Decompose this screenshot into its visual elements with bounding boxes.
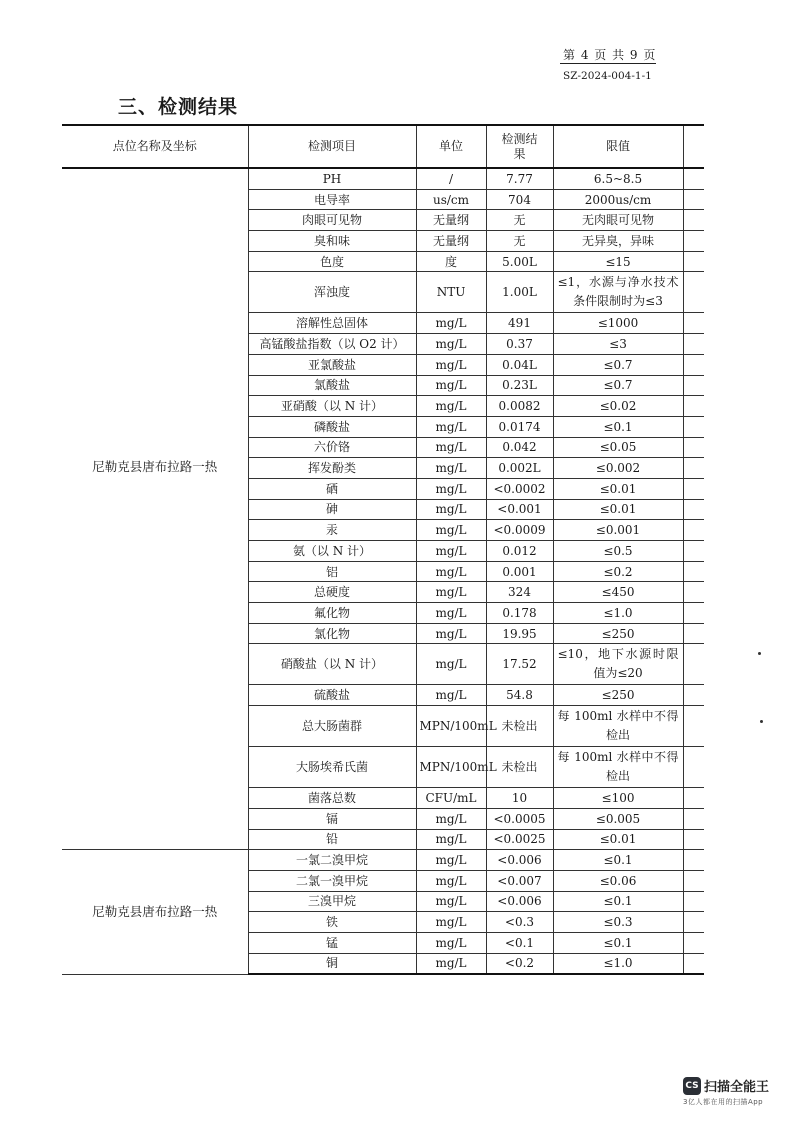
item-limit: 每 100ml 水样中不得检出 (553, 747, 683, 788)
item-name: 挥发酚类 (248, 458, 416, 479)
item-limit: ≤0.5 (553, 541, 683, 562)
item-unit: mg/L (416, 623, 486, 644)
item-result: <0.3 (486, 912, 553, 933)
item-result: 704 (486, 189, 553, 210)
extra-cell (683, 458, 704, 479)
item-limit: ≤0.7 (553, 375, 683, 396)
item-name: 氯酸盐 (248, 375, 416, 396)
item-result: 未检出 (486, 747, 553, 788)
scan-mark (760, 720, 763, 723)
col-header-extra (683, 125, 704, 168)
extra-cell (683, 251, 704, 272)
item-result: 0.0174 (486, 416, 553, 437)
item-name: 总硬度 (248, 582, 416, 603)
item-unit: mg/L (416, 416, 486, 437)
item-name: 铁 (248, 912, 416, 933)
extra-cell (683, 437, 704, 458)
item-name: 大肠埃希氏菌 (248, 747, 416, 788)
extra-cell (683, 685, 704, 706)
item-result: 0.042 (486, 437, 553, 458)
item-limit: ≤3 (553, 334, 683, 355)
item-unit: 无量纲 (416, 231, 486, 252)
item-result: 19.95 (486, 623, 553, 644)
item-result: 未检出 (486, 706, 553, 747)
item-result: 17.52 (486, 644, 553, 685)
item-unit: mg/L (416, 375, 486, 396)
item-unit: 无量纲 (416, 210, 486, 231)
item-result: 1.00L (486, 272, 553, 313)
item-result: 0.04L (486, 354, 553, 375)
extra-cell (683, 499, 704, 520)
table-row (62, 850, 704, 871)
item-limit: ≤0.7 (553, 354, 683, 375)
item-name: 菌落总数 (248, 788, 416, 809)
extra-cell (683, 788, 704, 809)
item-limit: ≤0.1 (553, 932, 683, 953)
item-limit: ≤250 (553, 623, 683, 644)
location-cell (62, 168, 248, 850)
item-result: <0.0009 (486, 520, 553, 541)
location-name: 尼勒克县唐布拉路一热 (92, 904, 218, 919)
item-unit: mg/L (416, 520, 486, 541)
extra-cell (683, 272, 704, 313)
item-result: <0.006 (486, 850, 553, 871)
item-limit: ≤1000 (553, 313, 683, 334)
item-unit: mg/L (416, 850, 486, 871)
item-unit: MPN/100mL (416, 706, 486, 747)
item-result: 10 (486, 788, 553, 809)
item-unit: mg/L (416, 561, 486, 582)
item-result: 54.8 (486, 685, 553, 706)
scan-mark (758, 652, 761, 655)
extra-cell (683, 850, 704, 871)
watermark-tagline: 3亿人都在用的扫描App (683, 1098, 764, 1106)
item-name: 总大肠菌群 (248, 706, 416, 747)
item-result: <0.2 (486, 953, 553, 974)
item-result: <0.001 (486, 499, 553, 520)
item-unit: MPN/100mL (416, 747, 486, 788)
item-name: 锰 (248, 932, 416, 953)
extra-cell (683, 375, 704, 396)
extra-cell (683, 932, 704, 953)
item-limit: ≤15 (553, 251, 683, 272)
section-title: 三、检测结果 (118, 96, 239, 118)
item-limit: ≤0.1 (553, 891, 683, 912)
item-result: <0.1 (486, 932, 553, 953)
item-name: 氨（以 N 计） (248, 541, 416, 562)
item-limit: ≤0.1 (553, 416, 683, 437)
item-unit: mg/L (416, 437, 486, 458)
item-unit: mg/L (416, 912, 486, 933)
extra-cell (683, 870, 704, 891)
item-unit: mg/L (416, 953, 486, 974)
extra-cell (683, 416, 704, 437)
item-unit: mg/L (416, 354, 486, 375)
item-name: 臭和味 (248, 231, 416, 252)
item-name: 汞 (248, 520, 416, 541)
extra-cell (683, 747, 704, 788)
item-name: 硝酸盐（以 N 计） (248, 644, 416, 685)
page-number: 第 4 页 共 9 页 (563, 48, 657, 62)
item-result: 0.001 (486, 561, 553, 582)
item-result: 5.00L (486, 251, 553, 272)
item-unit: mg/L (416, 932, 486, 953)
item-name: 镉 (248, 808, 416, 829)
item-unit: mg/L (416, 582, 486, 603)
item-limit: ≤0.1 (553, 850, 683, 871)
item-unit: mg/L (416, 870, 486, 891)
item-limit: ≤0.01 (553, 499, 683, 520)
item-name: 磷酸盐 (248, 416, 416, 437)
item-unit: CFU/mL (416, 788, 486, 809)
item-result: 324 (486, 582, 553, 603)
item-unit: 度 (416, 251, 486, 272)
item-name: 电导率 (248, 189, 416, 210)
report-number: SZ-2024-004-1-1 (563, 70, 652, 82)
extra-cell (683, 623, 704, 644)
item-name: 色度 (248, 251, 416, 272)
item-limit: ≤0.01 (553, 478, 683, 499)
item-limit: ≤0.002 (553, 458, 683, 479)
extra-cell (683, 561, 704, 582)
item-unit: NTU (416, 272, 486, 313)
table-header-row (62, 125, 704, 168)
item-result: 7.77 (486, 168, 553, 189)
extra-cell (683, 644, 704, 685)
scanner-watermark (683, 1075, 783, 1107)
item-name: 六价铬 (248, 437, 416, 458)
item-limit: ≤1.0 (553, 953, 683, 974)
extra-cell (683, 210, 704, 231)
item-limit: ≤0.01 (553, 829, 683, 850)
table-row (62, 168, 704, 189)
extra-cell (683, 953, 704, 974)
col-header-limit: 限值 (553, 125, 683, 168)
item-unit: mg/L (416, 685, 486, 706)
item-result: 0.002L (486, 458, 553, 479)
item-name: 三溴甲烷 (248, 891, 416, 912)
item-result: 0.178 (486, 603, 553, 624)
extra-cell (683, 706, 704, 747)
item-unit: mg/L (416, 499, 486, 520)
item-name: 溶解性总固体 (248, 313, 416, 334)
item-limit: 每 100ml 水样中不得检出 (553, 706, 683, 747)
item-result: <0.0025 (486, 829, 553, 850)
location-name: 尼勒克县唐布拉路一热 (92, 459, 218, 475)
extra-cell (683, 396, 704, 417)
results-table (62, 124, 704, 975)
item-limit: 无肉眼可见物 (553, 210, 683, 231)
item-result: 0.23L (486, 375, 553, 396)
item-name: 铅 (248, 829, 416, 850)
item-name: 氟化物 (248, 603, 416, 624)
item-result: 无 (486, 231, 553, 252)
item-limit: ≤0.02 (553, 396, 683, 417)
item-name: 亚硝酸（以 N 计） (248, 396, 416, 417)
camscanner-logo-icon: CS (683, 1077, 701, 1095)
item-limit: ≤0.005 (553, 808, 683, 829)
item-name: PH (248, 168, 416, 189)
extra-cell (683, 829, 704, 850)
item-result: <0.007 (486, 870, 553, 891)
item-limit: 无异臭，异味 (553, 231, 683, 252)
item-limit: 2000us/cm (553, 189, 683, 210)
item-unit: mg/L (416, 829, 486, 850)
extra-cell (683, 520, 704, 541)
col-header-location: 点位名称及坐标 (62, 125, 248, 168)
item-name: 氯化物 (248, 623, 416, 644)
extra-cell (683, 313, 704, 334)
item-limit: ≤450 (553, 582, 683, 603)
item-limit: ≤100 (553, 788, 683, 809)
table-body (62, 168, 704, 974)
item-result: 无 (486, 210, 553, 231)
header-rule (560, 63, 656, 64)
item-limit: ≤1，水源与净水技术条件限制时为≤3 (553, 272, 683, 313)
item-result: 0.0082 (486, 396, 553, 417)
extra-cell (683, 168, 704, 189)
item-unit: mg/L (416, 396, 486, 417)
item-result: <0.0002 (486, 478, 553, 499)
item-limit: ≤250 (553, 685, 683, 706)
item-unit: mg/L (416, 478, 486, 499)
item-name: 铜 (248, 953, 416, 974)
item-unit: mg/L (416, 334, 486, 355)
item-result: 0.012 (486, 541, 553, 562)
item-limit: ≤0.06 (553, 870, 683, 891)
col-header-result: 检测结果 (486, 125, 553, 168)
watermark-name: 扫描全能王 (704, 1080, 770, 1095)
item-limit: ≤0.05 (553, 437, 683, 458)
extra-cell (683, 912, 704, 933)
location-cell (62, 850, 248, 975)
item-name: 硒 (248, 478, 416, 499)
item-limit: 6.5~8.5 (553, 168, 683, 189)
item-unit: us/cm (416, 189, 486, 210)
extra-cell (683, 808, 704, 829)
item-unit: mg/L (416, 808, 486, 829)
item-limit: ≤0.3 (553, 912, 683, 933)
item-name: 高锰酸盐指数（以 O2 计） (248, 334, 416, 355)
item-name: 二氯一溴甲烷 (248, 870, 416, 891)
results-table-wrapper (62, 124, 704, 975)
item-unit: mg/L (416, 603, 486, 624)
extra-cell (683, 334, 704, 355)
col-header-item: 检测项目 (248, 125, 416, 168)
item-name: 砷 (248, 499, 416, 520)
col-header-unit: 单位 (416, 125, 486, 168)
item-unit: / (416, 168, 486, 189)
item-name: 硫酸盐 (248, 685, 416, 706)
extra-cell (683, 603, 704, 624)
item-limit: ≤0.2 (553, 561, 683, 582)
item-unit: mg/L (416, 458, 486, 479)
item-result: 491 (486, 313, 553, 334)
item-name: 浑浊度 (248, 272, 416, 313)
item-unit: mg/L (416, 313, 486, 334)
extra-cell (683, 891, 704, 912)
item-limit: ≤10，地下水源时限值为≤20 (553, 644, 683, 685)
item-name: 一氯二溴甲烷 (248, 850, 416, 871)
item-result: <0.006 (486, 891, 553, 912)
extra-cell (683, 354, 704, 375)
extra-cell (683, 541, 704, 562)
item-name: 铝 (248, 561, 416, 582)
item-unit: mg/L (416, 891, 486, 912)
item-unit: mg/L (416, 541, 486, 562)
item-limit: ≤0.001 (553, 520, 683, 541)
item-result: 0.37 (486, 334, 553, 355)
item-result: <0.0005 (486, 808, 553, 829)
extra-cell (683, 189, 704, 210)
item-name: 肉眼可见物 (248, 210, 416, 231)
extra-cell (683, 231, 704, 252)
item-unit: mg/L (416, 644, 486, 685)
extra-cell (683, 478, 704, 499)
item-name: 亚氯酸盐 (248, 354, 416, 375)
item-limit: ≤1.0 (553, 603, 683, 624)
extra-cell (683, 582, 704, 603)
